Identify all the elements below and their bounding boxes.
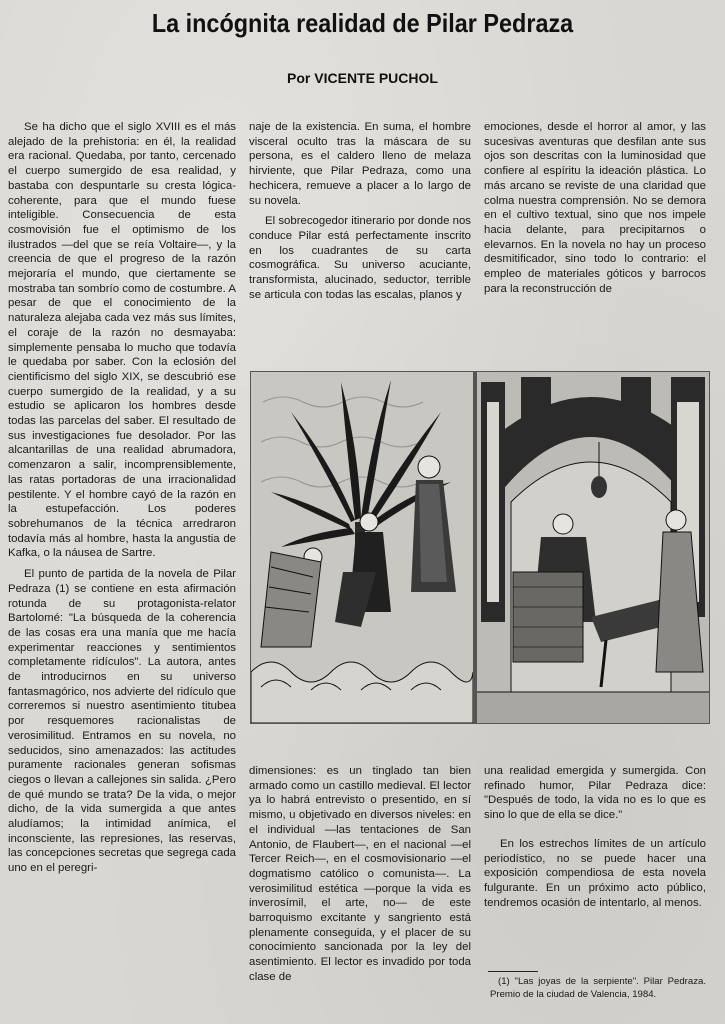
paragraph: En los estrechos límites de un artículo periodístico, no se puede hacer una exposición compendiosa de esta novela fulgurante. En un próximo acto público, tendremos ocasión de intentarlo, al menos. [484,837,706,909]
paragraph: una realidad emergida y sumergida. Con refinado humor, Pilar Pedraza dice: "Después de todo, la vida no es lo que es sino lo que de ella se dice." [484,765,706,822]
footnote-rule [488,971,538,972]
column-2-bottom [249,764,471,1020]
article-byline: Por VICENTE PUCHOL [287,70,438,86]
article-title: La incógnita realidad de Pilar Pedraza [151,8,574,38]
paragraph: El sobrecogedor itinerario por donde nos conduce Pilar está perfectamente inscrito en los cuadrantes de su carta cosmográfica. Su universo acuciante, transformista, alucinado, seductor, terrible se articula con todas las escalas, planos y [249,215,471,301]
medieval-illustration [250,371,710,724]
paragraph: El punto de partida de la novela de Pilar Pedraza (1) se contiene en esta afirmación rotunda de su protagonista-relator Bartolomé: "La búsqueda de la coherencia de las cosas era una manía que me hacía experimentar reacciones y sentimientos completamente ridículos". La autora, antes de introducirnos en su universo fantasmagórico, nos advierte del ridículo que correremos si nuestro asentimiento titubea por resquemores racionalistas de verosimilitud. Entramos en su novela, no seducidos, sino amenazados: las actitudes puramente racionales generan sofismas ciegos o llevan a callejones sin salida. ¿Pero de qué mundo se trata? De la vida, o mejor dicho, de la vida sumergida a que antes aludíamos; la intimidad anímica, el inconsciente, las represiones, las reservas, las concepciones secretas que segrega cada uno en el peregri- [8,568,236,875]
column-3-bottom [484,764,706,974]
column-2-top [249,120,471,335]
footnote: (1) "Las joyas de la serpiente". Pilar Pedraza. Premio de la ciudad de Valencia, 1984. [490,976,706,1000]
column-1 [8,120,236,1020]
paragraph: naje de la existencia. En suma, el hombre visceral oculto tras la máscara de su persona, es el caldero lleno de melaza hirviente, que Pilar Pedraza, como una hechicera, remueve a placer a lo largo de su novela. [249,121,471,207]
paragraph: emociones, desde el horror al amor, y las sucesivas aventuras que desfilan ante sus ojos son descritas con la luminosidad que confiere al espíritu la ideación plástica. Lo más arcano se reviste de una claridad que colma nuestra comprensión. No se demora en el cultivo textual, sino que nos impele hacia delante, para precipitarnos o elevarnos. En la novela no hay un proceso desmitificador, sino todo lo contrario: el empleo de materiales góticos y barrocos para la reconstrucción de [484,121,706,295]
column-3-top [484,120,706,335]
illustration-graphic [251,372,709,723]
paragraph: dimensiones: es un tinglado tan bien armado como un castillo medieval. El lector ya lo habrá entrevisto o presentido, en sí mismo, u objetivado en diversos niveles: en el individual —las tentaciones de San Antonio, de Flaubert—, en el nacional —el Tercer Reich—, en el cosmovisionario —el dogmatismo católico o comunista—. La verosimilitud estética —porque la vida es inverosímil, el arte, no— de este barroquismo excitante y sangriento está plenamente conseguida, y el placer de su conocimiento sancionada por la ley del asentimiento. El lector es invadido por toda clase de [249,765,471,983]
paragraph: Se ha dicho que el siglo XVIII es el más alejado de la prehistoria: en él, la realidad era racional. Quedaba, por tanto, cercenado el cuerpo sumergido de esa realidad, y bastaba con despuntarle su cresta lógica-coherente, para que el mundo fuese inteligible. Consecuencia de esta cosmovisión fue el optimismo de los ilustrados —del que se reía Voltaire—, y la creencia de que el progreso de la razón mejoraría el mundo, que ciertamente se mostraba tan sombrío como de costumbre. A pesar de que el conocimiento de la naturaleza alejaba cada vez más sus límites, el coraje de la razón no desmayaba: simplemente pensaba lo mucho que todavía le quedaba por saber. Con la eclosión del cientificismo del siglo XIX, se descubrió ese cuerpo sumergido de la realidad, y a su estudio se aplicaron los hombres desde todas las parcelas del saber. El resultado de sus investigaciones fue desolador. Por las alcantarillas de una realidad abrumadora, comenzaron a salir, incomprensiblemente, las ratas portadoras de una irracionalidad pestilente. Y el hombre cayó de la razón en la estupefacción. Los poderes sobrehumanos de la técnica arredraron todavía más al hombre, hasta la angustia de Kafka, o la náusea de Sartre. [8,121,236,560]
